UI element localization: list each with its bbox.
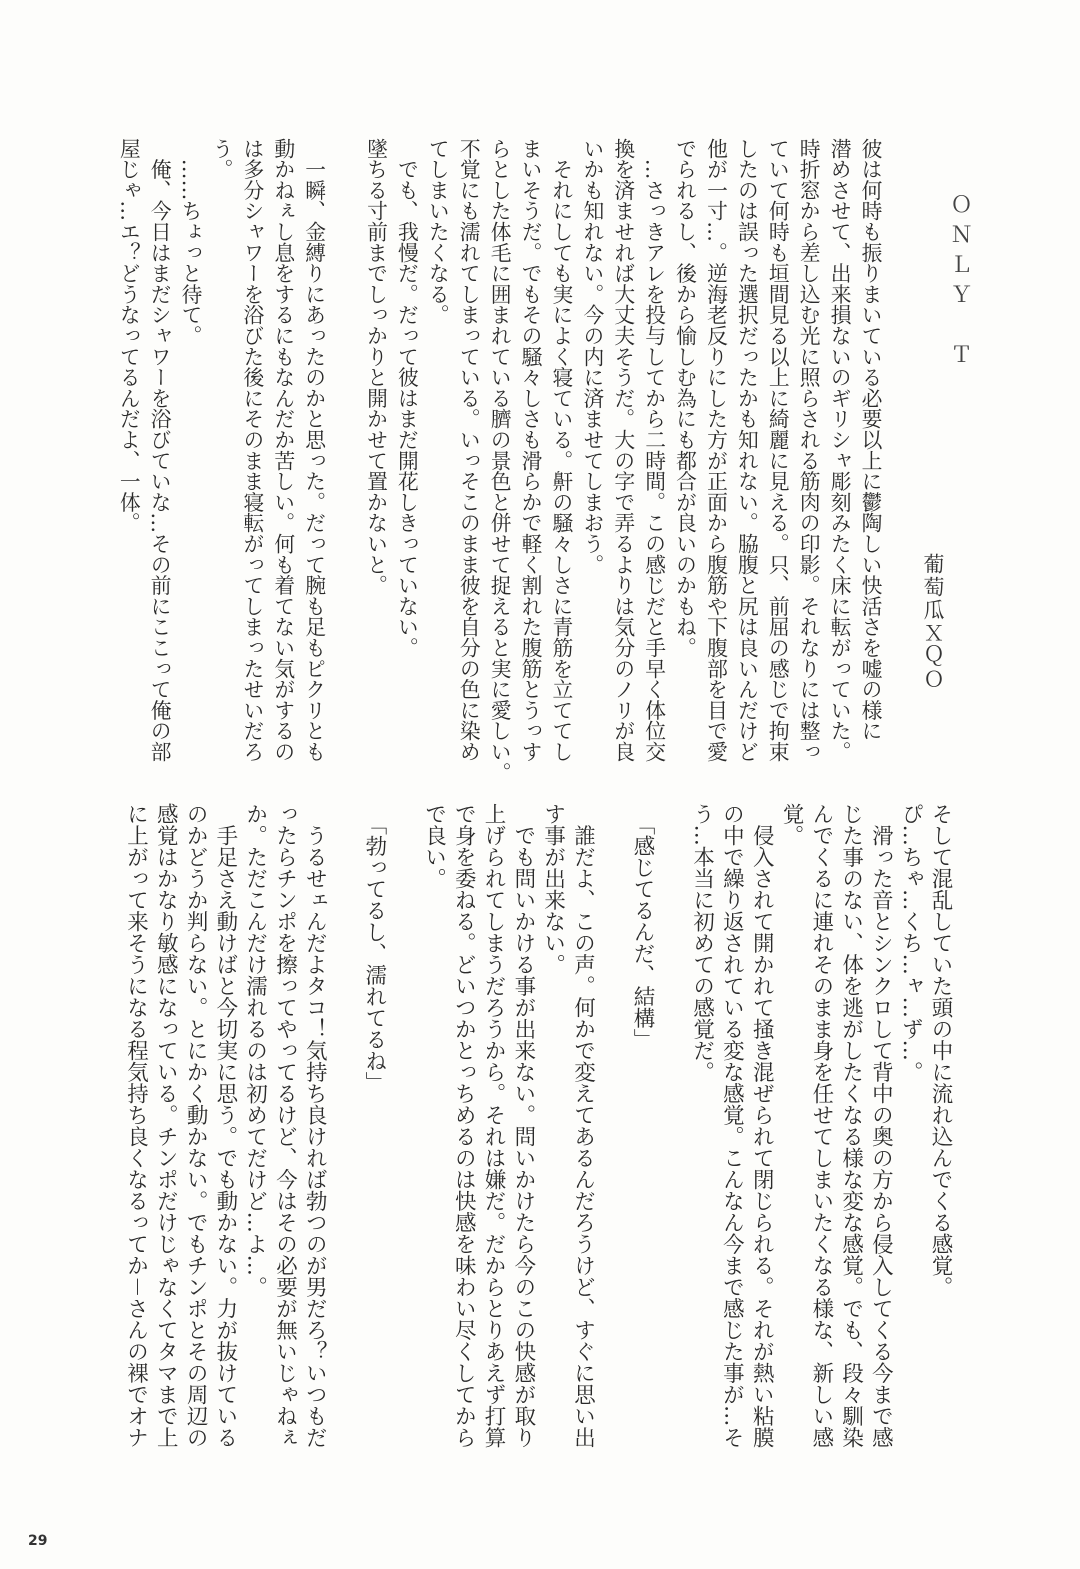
text-line (389, 803, 419, 1463)
text-line: ……ちょっと待て。 (178, 138, 203, 346)
text-line: いかも知れない。今の内に済ませてしまおう。 (579, 138, 604, 575)
text-line: 滑った音とシンクロして背中の奥の方から侵入してくる今まで感 (868, 803, 894, 1448)
text-line: 墜ちる寸前までしっかりと開かせて置かないと。 (363, 138, 388, 596)
text-line: でも問いかける事が出来ない。問いかけたら今のこの快感が取り (510, 803, 536, 1448)
lower-text-block (121, 803, 955, 1463)
text-line: 時折窓から差し込む光に照らされる筋肉の印影。それなりには整っ (796, 138, 821, 762)
text-line: したのは誤った選択だったかも知れない。脇腹と尻は良いんだけど (734, 138, 759, 762)
text-line: んでくるに連れそのまま身を任せてしまいたくなる様な、新しい感 (808, 803, 834, 1448)
text-line: そして混乱していた頭の中に流れ込んでくる感覚。 (928, 803, 953, 1298)
text-line: 上げられてしまうだろうから。それは嫌だ。だからとりあえず打算 (481, 803, 507, 1448)
text-line: 「勃ってるし、濡れてるね」 (361, 803, 387, 1094)
text-line: の中で繰り返されている変な感覚。こんなん今まで感じた事が…そ (719, 803, 745, 1448)
text-line: 俺、今日はまだシャワーを浴びていな…その前にここって俺の部 (147, 138, 172, 762)
text-line: 換を済ませれば大丈夫そうだ。大の字で弄るよりは気分のノリが良 (610, 138, 635, 762)
text-line: まいそうだ。でもその騒々しさも滑らかで軽く割れた腹筋とうっす (518, 138, 543, 762)
text-line: ていて何時も垣間見る以上に綺麗に見える。只、前屈の感じで拘束 (765, 138, 790, 762)
text-line: う…本当に初めての感覚だ。 (689, 803, 715, 1083)
text-line: 「感じてるんだ、結構」 (630, 803, 656, 1051)
text-line: 侵入されて開かれて掻き混ぜられて閉じられる。それが熱い粘膜 (749, 803, 775, 1448)
text-line: 感覚はかなり敏感になっている。チンポだけじゃなくてタマまで上 (153, 803, 179, 1448)
text-line: 覚。 (779, 803, 805, 846)
text-line (657, 803, 687, 1463)
story-title: ＯＮＬＹ Ｔ (948, 193, 973, 373)
text-line: 動かねぇし息をするにもなんだか苦しい。何も着てない気がするの (270, 138, 295, 762)
text-line: で良い。 (421, 803, 447, 889)
text-line: に上がって来そうになる程気持ち良くなるってか－さんの裸でオナ (123, 803, 149, 1449)
text-line: のかどうか判らない。とにかく動かない。でもチンポとその周辺の (183, 803, 209, 1448)
text-line: 不覚にも濡れてしまっている。いっそこのまま彼を自分の色に染め (456, 138, 481, 762)
text-line: で身を委ねる。どいつかとっちめるのは快感を味わい尽くしてから (451, 803, 477, 1448)
text-line: は多分シャワーを浴びた後にそのまま寝転がってしまったせいだろ (239, 138, 264, 762)
text-line: 潜めさせて、出来損ないのギリシャ彫刻みたく床に転がっていた。 (827, 138, 852, 762)
upper-text-block (112, 138, 885, 783)
text-line: 誰だよ、この声。何かで変えてあるんだろうけど、すぐに思い出 (570, 803, 596, 1448)
text-line: 一瞬、金縛りにあったのかと思った。だって腕も足もピクリとも (301, 138, 326, 762)
text-line (329, 138, 360, 778)
text-line: それにしても実によく寝ている。鼾の騒々しさに青筋を立ててし (548, 138, 573, 762)
text-line: す事が出来ない。 (540, 803, 566, 975)
text-line: 彼は何時も振りまいている必要以上に鬱陶しい快活さを嘘の様に (858, 138, 882, 742)
author-name: 葡萄瓜ＸＱＯ (921, 553, 945, 691)
text-line: らとした体毛に囲まれている臍の景色と併せて捉えると実に愛しい。 (487, 138, 512, 783)
text-line: じた事のない、体を逃がしたくなる様な変な感覚。でも、段々馴染 (838, 803, 864, 1448)
text-line: でられるし、後から愉しむ為にも都合が良いのかもね。 (672, 138, 697, 658)
page-number: 29 (28, 1533, 48, 1549)
text-line: 屋じゃ…エ？どうなってるんだよ、一体。 (116, 138, 141, 534)
text-line (597, 803, 627, 1463)
text-line: 手足さえ動けばと今切実に思う。でも動かない。力が抜けている (212, 803, 238, 1448)
text-line: ったらチンポを擦ってやってるけど、今はその必要が無いじゃねぇ (272, 803, 298, 1448)
text-line: でも、我慢だ。だって彼はまだ開花しきっていない。 (394, 138, 419, 658)
text-line (329, 803, 359, 1463)
text-line: う。 (208, 138, 233, 180)
text-line: か。ただこんだけ濡れるのは初めてだけど…よ…。 (242, 803, 268, 1298)
text-line: ぴ…ちゃ…くち…ャ…ず…。 (898, 803, 924, 1083)
text-line: 他が一寸…。逆海老反りにした方が正面から腹筋や下腹部を目で愛 (703, 138, 728, 762)
text-line: …さっきアレを投与してから二時間。この感じだと手早く体位交 (641, 138, 666, 762)
text-line: うるせェんだよタコ！気持ち良ければ勃つのが男だろ？いつもだ (302, 803, 328, 1448)
text-line: てしまいたくなる。 (425, 138, 450, 326)
